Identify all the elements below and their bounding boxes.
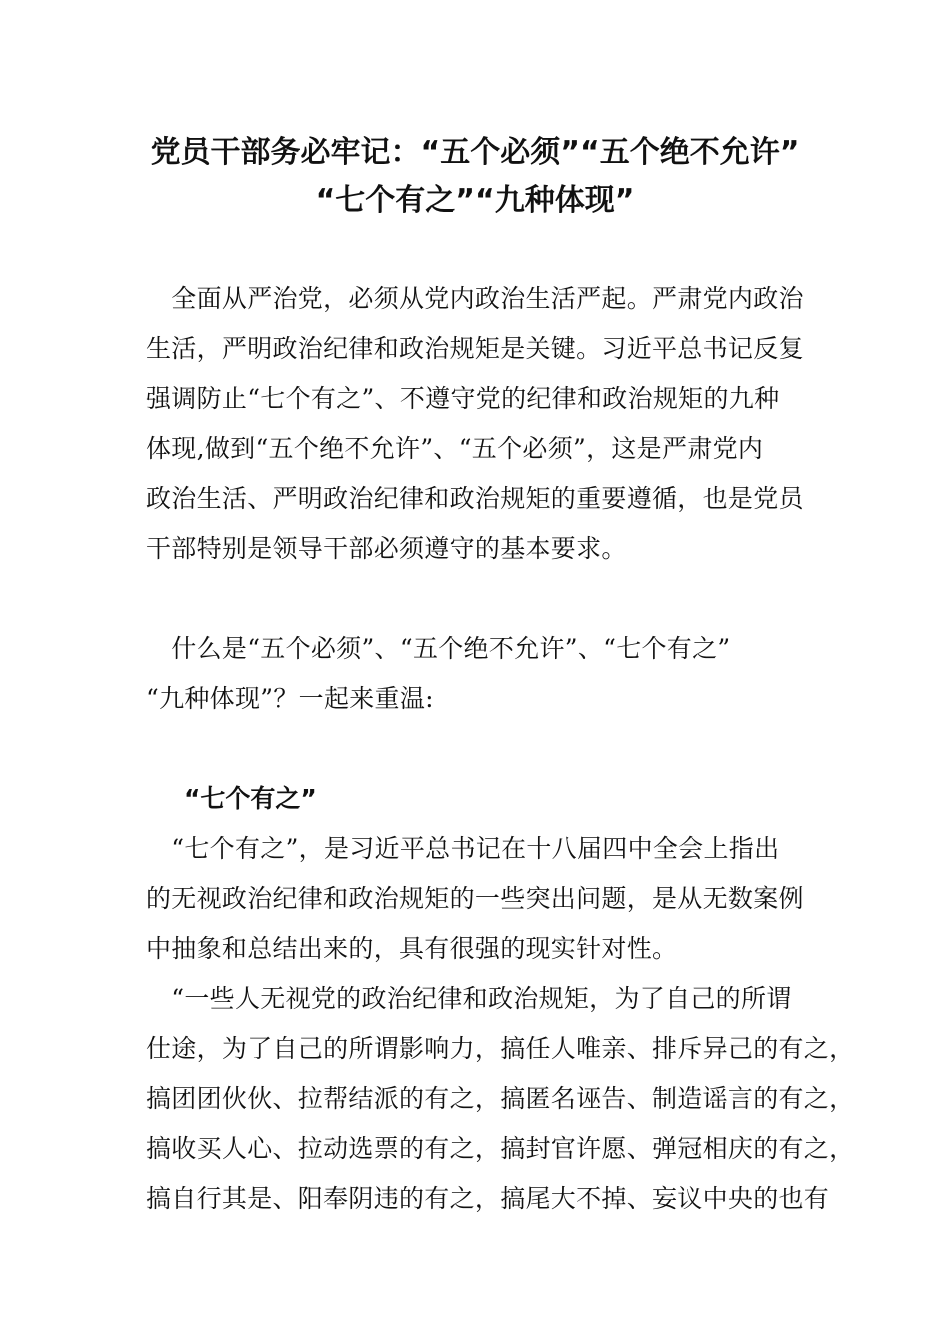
text-line: 搞团团伙伙、拉帮结派的有之，搞匿名诬告、制造谣言的有之， (146, 1084, 855, 1113)
text-line: 搞收买人心、拉动选票的有之，搞封官许愿、弹冠相庆的有之， (146, 1134, 855, 1163)
text-line: 搞自行其是、阳奉阴违的有之，搞尾大不掉、妄议中央的也有 (146, 1184, 830, 1213)
text-line: 体现,做到“五个绝不允许”、“五个必须”，这是严肃党内 (146, 434, 764, 463)
text-line: 的无视政治纪律和政治规矩的一些突出问题，是从无数案例 (146, 884, 804, 913)
text-line: 生活，严明政治纪律和政治规矩是关键。习近平总书记反复 (146, 334, 804, 363)
text-line: 全面从严治党，必须从党内政治生活严起。严肃党内政治 (146, 284, 804, 313)
document-title-line-1: 党员干部务必牢记：“五个必须”“五个绝不允许” (150, 135, 800, 170)
text-line: 中抽象和总结出来的，具有很强的现实针对性。 (146, 934, 678, 963)
text-line: 政治生活、严明政治纪律和政治规矩的重要遵循，也是党员 (146, 484, 804, 513)
document-title-line-2: “七个有之”“九种体现” (315, 183, 635, 218)
text-line: “七个有之”，是习近平总书记在十八届四中全会上指出 (146, 834, 780, 863)
text-line: “九种体现”？一起来重温: (146, 684, 434, 713)
section-heading: “七个有之” (184, 784, 317, 813)
text-line: 什么是“五个必须”、“五个绝不允许”、“七个有之” (146, 634, 731, 663)
text-line: 干部特别是领导干部必须遵守的基本要求。 (146, 534, 627, 563)
text-line: 仕途，为了自己的所谓影响力，搞任人唯亲、排斥异己的有之， (146, 1034, 855, 1063)
text-line: 强调防止“七个有之”、不遵守党的纪律和政治规矩的九种 (146, 384, 780, 413)
text-line: “一些人无视党的政治纪律和政治规矩，为了自己的所谓 (146, 984, 792, 1013)
